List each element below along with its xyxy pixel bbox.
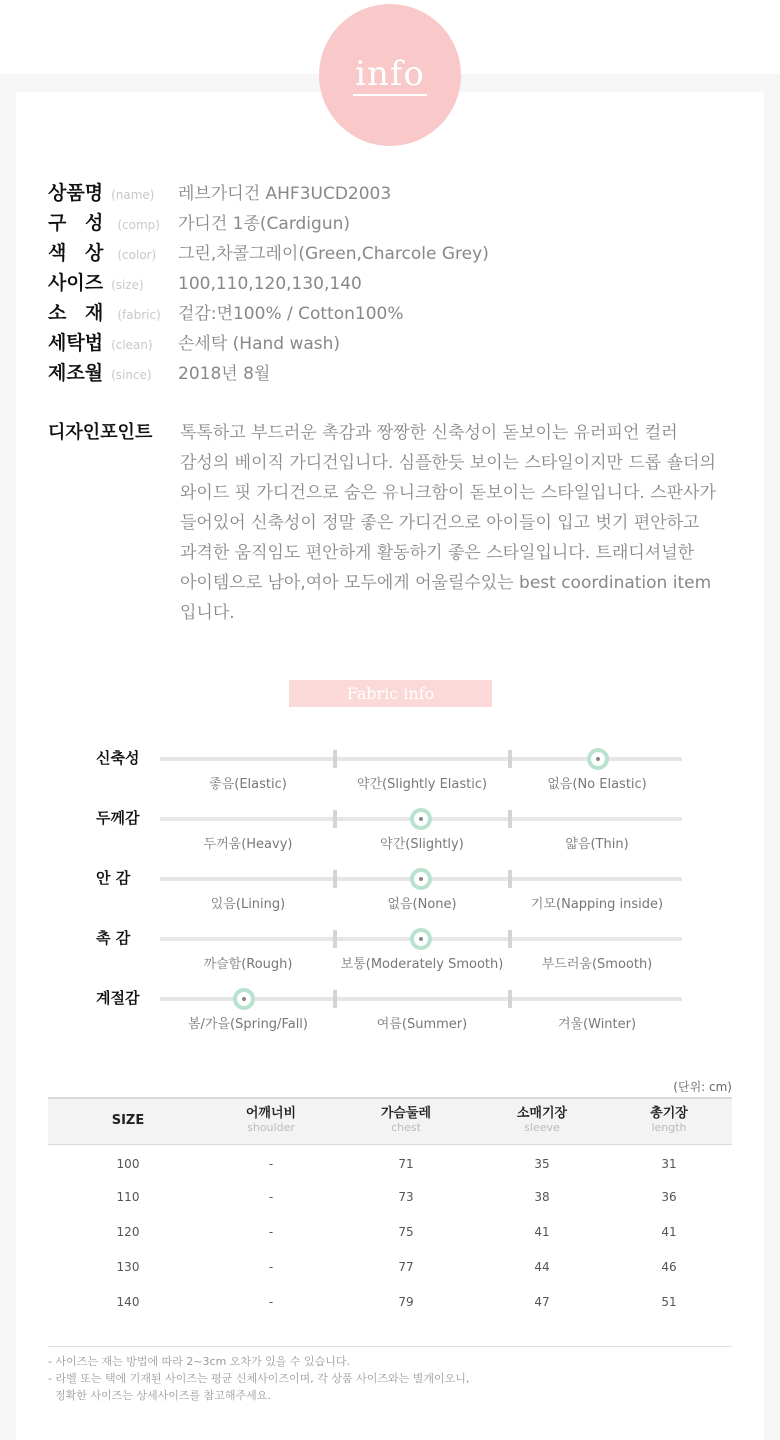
spec-value: 레브가디건 AHF3UCD2003	[178, 184, 392, 204]
table-cell: 31	[661, 1156, 677, 1171]
spec-key: 사이즈	[48, 272, 104, 294]
fabric-scale-option: 겨울(Winter)	[557, 1017, 637, 1032]
table-cell: -	[268, 1259, 274, 1274]
table-cell: 75	[398, 1224, 414, 1239]
table-cell: 46	[661, 1259, 677, 1274]
fabric-scale-key: 안 감	[96, 869, 131, 887]
fabric-scale-option: 없음(No Elastic)	[547, 777, 647, 792]
spec-key: 제조월	[48, 362, 104, 384]
table-row	[48, 1144, 732, 1179]
col-sleeve	[478, 1098, 606, 1144]
fabric-scale-key: 촉 감	[96, 929, 131, 947]
fabric-scale-key: 두께감	[96, 809, 140, 827]
spec-row-clean	[48, 328, 748, 358]
spec-key: 소 재	[48, 302, 110, 324]
fabric-scale-option: 보통(Moderately Smooth)	[340, 957, 504, 972]
column-sub-label: shoulder	[247, 1121, 295, 1135]
design-point-text	[180, 418, 760, 628]
column-label: 어깨너비	[245, 1106, 297, 1122]
table-cell: 41	[661, 1224, 677, 1239]
fabric-scale-divider	[508, 750, 512, 768]
column-label: 총기장	[650, 1106, 688, 1122]
spec-key-en: (color)	[117, 248, 157, 262]
fabric-info-title: Fabric info	[289, 680, 492, 707]
spec-key: 색 상	[48, 242, 110, 264]
spec-value: 100,110,120,130,140	[178, 274, 362, 294]
table-cell: 36	[661, 1189, 677, 1204]
spec-key: 세탁법	[48, 332, 104, 354]
fabric-scale-divider	[508, 930, 512, 948]
fabric-scale-option: 까슬함(Rough)	[203, 957, 293, 972]
design-line: 입니다.	[180, 603, 235, 623]
column-label: 소매기장	[516, 1106, 568, 1122]
design-line: 과격한 움직임도 편안하게 활동하기 좋은 스타일입니다. 트래디셔널한	[180, 543, 695, 563]
spec-value: 2018년 8월	[178, 364, 271, 384]
fabric-scale-divider	[508, 990, 512, 1008]
spec-key-en: (size)	[111, 278, 144, 292]
spec-row-comp	[48, 208, 748, 238]
size-table	[48, 1097, 732, 1319]
table-row	[48, 1249, 732, 1284]
fabric-scale-option: 약간(Slightly Elastic)	[356, 777, 488, 792]
spec-key-en: (since)	[111, 368, 152, 382]
table-cell: 44	[534, 1259, 550, 1274]
table-cell: 71	[398, 1156, 414, 1171]
design-point-title: 디자인포인트	[48, 422, 153, 443]
spec-value: 겉감:면100% / Cotton100%	[178, 304, 404, 324]
table-cell: 41	[534, 1224, 550, 1239]
design-line: 들어있어 신축성이 정말 좋은 가디건으로 아이들이 입고 벗기 편안하고	[180, 513, 700, 533]
table-cell: 77	[398, 1259, 414, 1274]
fabric-scale-option: 두꺼움(Heavy)	[203, 837, 293, 852]
size-notes	[48, 1346, 732, 1404]
fabric-scale-row	[0, 809, 780, 867]
fabric-scale-divider	[333, 870, 337, 888]
fabric-scale-option: 부드러움(Smooth)	[541, 957, 653, 972]
spec-row-color	[48, 238, 748, 268]
fabric-scale-option: 좋음(Elastic)	[209, 777, 287, 792]
design-point	[48, 418, 760, 628]
spec-row-name	[48, 178, 748, 208]
fabric-scale-row	[0, 989, 780, 1047]
column-sub-label: chest	[391, 1121, 421, 1135]
info-badge	[319, 4, 461, 146]
spec-row-fabric	[48, 298, 748, 328]
fabric-scale-divider	[333, 990, 337, 1008]
note-line: - 사이즈는 재는 방법에 따라 2~3cm 오차가 있을 수 있습니다.	[48, 1355, 351, 1368]
spec-key-en: (comp)	[117, 218, 160, 232]
spec-value: 그린,차콜그레이(Green,Charcole Grey)	[178, 244, 489, 264]
spec-row-since	[48, 358, 748, 388]
table-row	[48, 1214, 732, 1249]
fabric-scale-divider	[333, 750, 337, 768]
info-badge-title: info	[355, 54, 425, 94]
table-cell: 110	[116, 1189, 140, 1204]
spec-key: 구 성	[48, 212, 110, 234]
design-line: 아이템으로 남아,여아 모두에게 어울릴수있는 best coordination item	[180, 573, 712, 593]
table-cell: 79	[398, 1294, 414, 1309]
fabric-scale-marker	[410, 868, 432, 890]
fabric-scale-option: 얇음(Thin)	[565, 837, 629, 852]
spec-row-size	[48, 268, 748, 298]
fabric-scale-option: 기모(Napping inside)	[530, 897, 664, 912]
table-cell: 73	[398, 1189, 414, 1204]
design-line: 톡톡하고 부드러운 촉감과 짱짱한 신축성이 돋보이는 유러피언 컬러	[180, 423, 678, 443]
fabric-scale-row	[0, 929, 780, 987]
table-cell: 35	[534, 1156, 550, 1171]
design-line: 와이드 핏 가디건으로 숨은 유니크함이 돋보이는 스타일입니다. 스판사가	[180, 483, 716, 503]
fabric-scale-marker	[587, 748, 609, 770]
note-line: - 라벨 또는 택에 기재된 사이즈는 평균 신체사이즈이며, 각 상품 사이즈와는 별개이오니,	[48, 1372, 470, 1385]
column-label: SIZE	[111, 1113, 145, 1129]
fabric-scale-option: 봄/가을(Spring/Fall)	[187, 1017, 308, 1032]
fabric-scale-key: 계절감	[96, 989, 140, 1007]
fabric-scale-option: 없음(None)	[387, 897, 457, 912]
size-table-header	[48, 1098, 732, 1144]
spec-key-en: (fabric)	[117, 308, 161, 322]
table-cell: -	[268, 1156, 274, 1171]
spec-key-en: (name)	[111, 188, 155, 202]
col-size	[48, 1098, 208, 1144]
col-length	[606, 1098, 732, 1144]
fabric-scale-divider	[508, 810, 512, 828]
col-chest	[334, 1098, 478, 1144]
fabric-scale-divider	[508, 870, 512, 888]
table-row	[48, 1284, 732, 1319]
column-sub-label: length	[651, 1121, 687, 1135]
fabric-scale-marker	[410, 928, 432, 950]
fabric-scale-divider	[333, 810, 337, 828]
fabric-scale-row	[0, 869, 780, 927]
table-cell: 38	[534, 1189, 550, 1204]
column-sub-label: sleeve	[524, 1121, 560, 1135]
fabric-scale-option: 약간(Slightly)	[380, 837, 464, 852]
spec-value: 가디건 1종(Cardigun)	[178, 214, 351, 234]
fabric-scale-divider	[333, 930, 337, 948]
fabric-scale-marker	[410, 808, 432, 830]
table-cell: 47	[534, 1294, 550, 1309]
size-unit: (단위: cm)	[673, 1080, 732, 1094]
table-row	[48, 1179, 732, 1214]
note-line: 정확한 사이즈는 상세사이즈를 참고해주세요.	[48, 1389, 271, 1402]
table-cell: 130	[116, 1259, 140, 1274]
spec-list	[48, 178, 748, 388]
spec-key-en: (clean)	[111, 338, 153, 352]
spec-value: 손세탁 (Hand wash)	[178, 334, 341, 354]
col-shoulder	[208, 1098, 334, 1144]
fabric-scale-option: 여름(Summer)	[376, 1017, 468, 1032]
fabric-scale-option: 있음(Lining)	[210, 897, 286, 912]
column-label: 가슴둘레	[380, 1106, 432, 1122]
table-cell: 140	[116, 1294, 140, 1309]
fabric-scale-row	[0, 749, 780, 807]
table-cell: 120	[116, 1224, 140, 1239]
table-cell: -	[268, 1294, 274, 1309]
table-cell: 100	[116, 1156, 140, 1171]
spec-key: 상품명	[48, 182, 104, 204]
fabric-scale-marker	[233, 988, 255, 1010]
table-cell: -	[268, 1224, 274, 1239]
table-cell: -	[268, 1189, 274, 1204]
fabric-scale-key: 신축성	[96, 749, 140, 767]
design-line: 감성의 베이직 가디건입니다. 심플한듯 보이는 스타일이지만 드롭 숄더의	[180, 453, 716, 473]
table-cell: 51	[661, 1294, 677, 1309]
